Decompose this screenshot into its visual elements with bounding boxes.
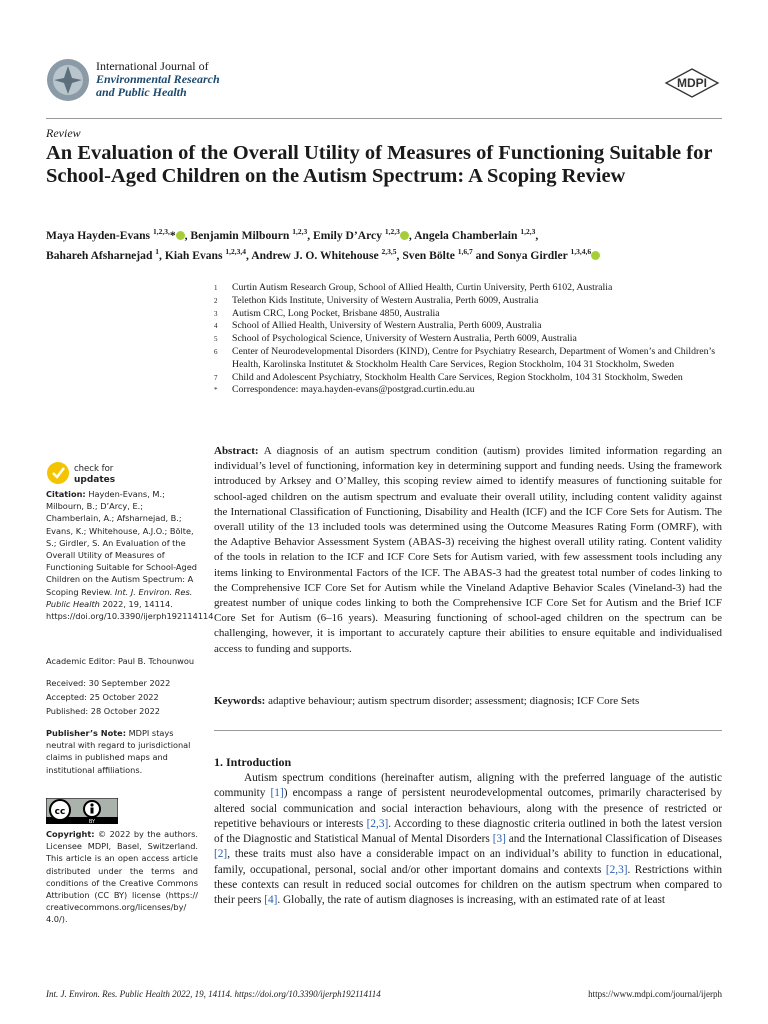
authors-line2: Bahareh Afsharnejad $^1$, Kiah Evans $^{1,2,3,4}$, Andrew J. O. Whitehouse $^{2,3,5}$, Sven Bölte $^{1,6,7}$ and Sonya Girdler $^{1,3,4,6}$ [46, 244, 736, 264]
authors-line1: Maya Hayden-Evans $^{1,2,3,}$* , Benjamin Milbourn $^{1,2,3}$, Emily D’Arcy $^{1,2,3}$ , Angela Chamberlain $^{1,2,3}$, [46, 227, 539, 242]
copyright-text: © 2022 by the authors. Licensee MDPI, Basel, Switzerland. This article is an open access article distributed under the terms and conditions of the Creative Commons Attribution (CC BY) license (https:// creativecommons.org/licenses/by/ 4.0/). [46, 829, 198, 925]
copyright-label: Copyright: [46, 829, 95, 839]
affiliation-number: 6 [214, 347, 218, 356]
orcid-icon[interactable] [400, 231, 409, 240]
affiliation-text: School of Allied Health, University of Western Australia, Perth 6009, Australia [232, 320, 542, 332]
published-date: Published: 28 October 2022 [46, 706, 161, 716]
affiliation-item [214, 372, 724, 385]
affiliation-item [214, 384, 724, 397]
journal-logo [46, 58, 90, 102]
affiliation-item [214, 346, 724, 372]
publisher-note [46, 727, 198, 776]
citation-text: Hayden-Evans, M.; Milbourn, B.; D’Arcy, E.; Chamberlain, A.; Afsharnejad, B.; Evans, K.; Whitehouse, A.J.O.; Bölte, S.; Girdler, S. An Evaluation of the Overall Utility of Measures of Functioning Suitable for School-Aged Children on the Autism Spectrum: A Scoping Review. [46, 489, 197, 597]
abstract-label: Abstract: [214, 445, 259, 457]
svg-text:updates: updates [74, 475, 116, 485]
affiliation-number: 7 [214, 373, 218, 382]
keywords [214, 694, 722, 709]
footer-journal-url[interactable]: https://www.mdpi.com/journal/ijerph [588, 989, 722, 999]
received-date: Received: 30 September 2022 [46, 678, 171, 688]
affiliation-item [214, 320, 724, 333]
academic-editor: Academic Editor: Paul B. Tchounwou [46, 656, 195, 666]
journal-name [96, 60, 220, 99]
affiliation-number: 2 [214, 296, 218, 305]
affiliation-text: Telethon Kids Institute, University of Western Australia, Perth 6009, Australia [232, 294, 539, 306]
accepted-date: Accepted: 25 October 2022 [46, 692, 159, 702]
affiliation-number: 1 [214, 284, 218, 292]
citation-link[interactable]: [3] [492, 833, 506, 846]
affiliation-number: 3 [214, 309, 218, 318]
affiliation-item [214, 295, 724, 308]
citation-block [46, 488, 214, 622]
affiliation-text: Child and Adolescent Psychiatry, Stockholm Health Care Services, Region Stockholm, 104 31 Stockholm, Sweden [232, 371, 683, 383]
publisher-note-text: MDPI stays neutral with regard to jurisdictional claims in published maps and institutional affiliations. [46, 728, 191, 775]
citation-link[interactable]: [2,3] [605, 863, 628, 876]
page-footer [46, 989, 722, 999]
affiliation-text: Autism CRC, Long Pocket, Brisbane 4850, Australia [232, 307, 440, 319]
affiliation-number: 5 [214, 335, 218, 344]
citation-link[interactable]: [4] [264, 894, 278, 907]
section-rule [214, 730, 722, 731]
abstract-text: A diagnosis of an autism spectrum condition (autism) provides limited information regarding an individual’s level of functioning, information key in determining support and funding needs. Using the framework introduced by Arksey and O’Malley, this scoping review aimed to identify measures of functioning suitable for school-aged children on the autism spectrum and evaluate their overall utility, including content validity against the International Classification of Functioning, Disability and Health (ICF) and the ICF Core Sets for Autism. The overall utility of the 13 included tools was determined using the Outcome Measures Rating Form (OMRF), with the Adaptive Behavior Assessment System (ABAS-3) receiving the highest overall utility rating. Content validity of the tools in relation to the ICF and ICF Core Sets for Autism varied, with few assessment tools including any items linking to Environmental Factors of the ICF. The ABAS-3 had the greatest total number of codes linking to the Comprehensive ICF Core Set for Autism while the Vineland Adaptive Behavior Scales (Vineland-3) had the greatest number of unique codes linking to both the Comprehensive ICF Core Set for Autism and the Brief ICF Core Set for Autism (6–16 years). Measuring functioning of school-aged children on the spectrum can be challenging, however, it is important to accurately capture their abilities to ensure equitable and individualised access to funding and supports. [214, 445, 722, 655]
svg-text:MDPI: MDPI [677, 76, 707, 90]
citation-link[interactable]: [1] [270, 787, 284, 800]
affiliation-item [214, 282, 724, 295]
keywords-text: adaptive behaviour; autism spectrum disorder; assessment; diagnosis; ICF Core Sets [268, 695, 640, 707]
intro-paragraph: Autism spectrum conditions (hereinafter autism, aligning with the preferred language of the autistic community [1]) encompass a range of persistent neurodevelopmental outcomes, primarily characterised by altered social communication and social interaction behaviours, along with the presence of restricted or repetitive behaviours or interests [2,3]. According to these diagnostic criteria outlined in both the latest version of the Diagnostic and Statistical Manual of Mental Disorders [3] and the International Classification of Diseases [2], these traits must also have a considerable impact on an individual’s ability to function in educational, family, occupational, personal, social and/or other important domains and contexts [2,3]. Restrictions within these contexts can result in reduced social outcomes for children on the autism spectrum when compared to their peers [4]. Globally, the rate of autism diagnoses is increasing, with an estimated rate of at least [214, 772, 723, 907]
affiliation-number: * [214, 386, 218, 395]
header-rule [46, 118, 722, 119]
affiliation-item [214, 333, 724, 346]
citation-link[interactable]: [2] [214, 848, 228, 861]
affiliation-text: Correspondence: maya.hayden-evans@postgrad.curtin.edu.au [232, 384, 475, 396]
section-heading: 1. Introduction [214, 755, 292, 769]
journal-name-line2: Environmental Research [96, 72, 220, 86]
svg-text:check for: check for [74, 464, 114, 474]
author-list [46, 224, 736, 264]
mdpi-logo [664, 68, 720, 98]
orcid-icon[interactable] [591, 251, 600, 260]
publisher-note-label: Publisher’s Note: [46, 728, 126, 738]
cc-by-license-icon[interactable] [46, 798, 118, 824]
affiliation-text: School of Psychological Science, University of Western Australia, Perth 6009, Australia [232, 333, 577, 345]
copyright-block [46, 828, 198, 926]
citation-journal: Int. J. Environ. Res. Public Health [46, 586, 193, 609]
footer-citation: Int. J. Environ. Res. Public Health 2022, 19, 14114. https://doi.org/10.3390/ijerph192114114 [46, 989, 381, 999]
journal-name-line1: International Journal of [96, 59, 209, 73]
journal-name-line3: and Public Health [96, 85, 187, 99]
citation-label: Citation: [46, 489, 86, 499]
affiliation-text: Curtin Autism Research Group, School of Allied Health, Curtin University, Perth 6102, Australia [232, 282, 613, 293]
orcid-icon[interactable] [176, 231, 185, 240]
check-for-updates-badge[interactable] [46, 460, 156, 486]
svg-text:cc: cc [54, 807, 66, 817]
svg-text:BY: BY [88, 819, 96, 824]
citation-link[interactable]: [2,3] [366, 817, 389, 830]
affiliation-number: 4 [214, 322, 218, 331]
citation-tail[interactable]: 2022, 19, 14114. https://doi.org/10.3390/ijerph192114114 [46, 598, 214, 622]
keywords-label: Keywords: [214, 695, 266, 707]
affiliation-item [214, 308, 724, 321]
article-type: Review [46, 126, 81, 140]
affiliation-text: Center of Neurodevelopmental Disorders (KIND), Centre for Psychiatry Research, Department of Women’s and Children’s Health, Karolinska Institutet & Stockholm Health Care Services, Region Stockholm, 104 31 Stockholm, Sweden [232, 345, 716, 370]
abstract [214, 444, 722, 657]
affiliations [214, 282, 724, 397]
article-title: An Evaluation of the Overall Utility of Measures of Functioning Suitable for School-Aged Children on the Autism Spectrum: A Scoping Review [46, 142, 713, 187]
